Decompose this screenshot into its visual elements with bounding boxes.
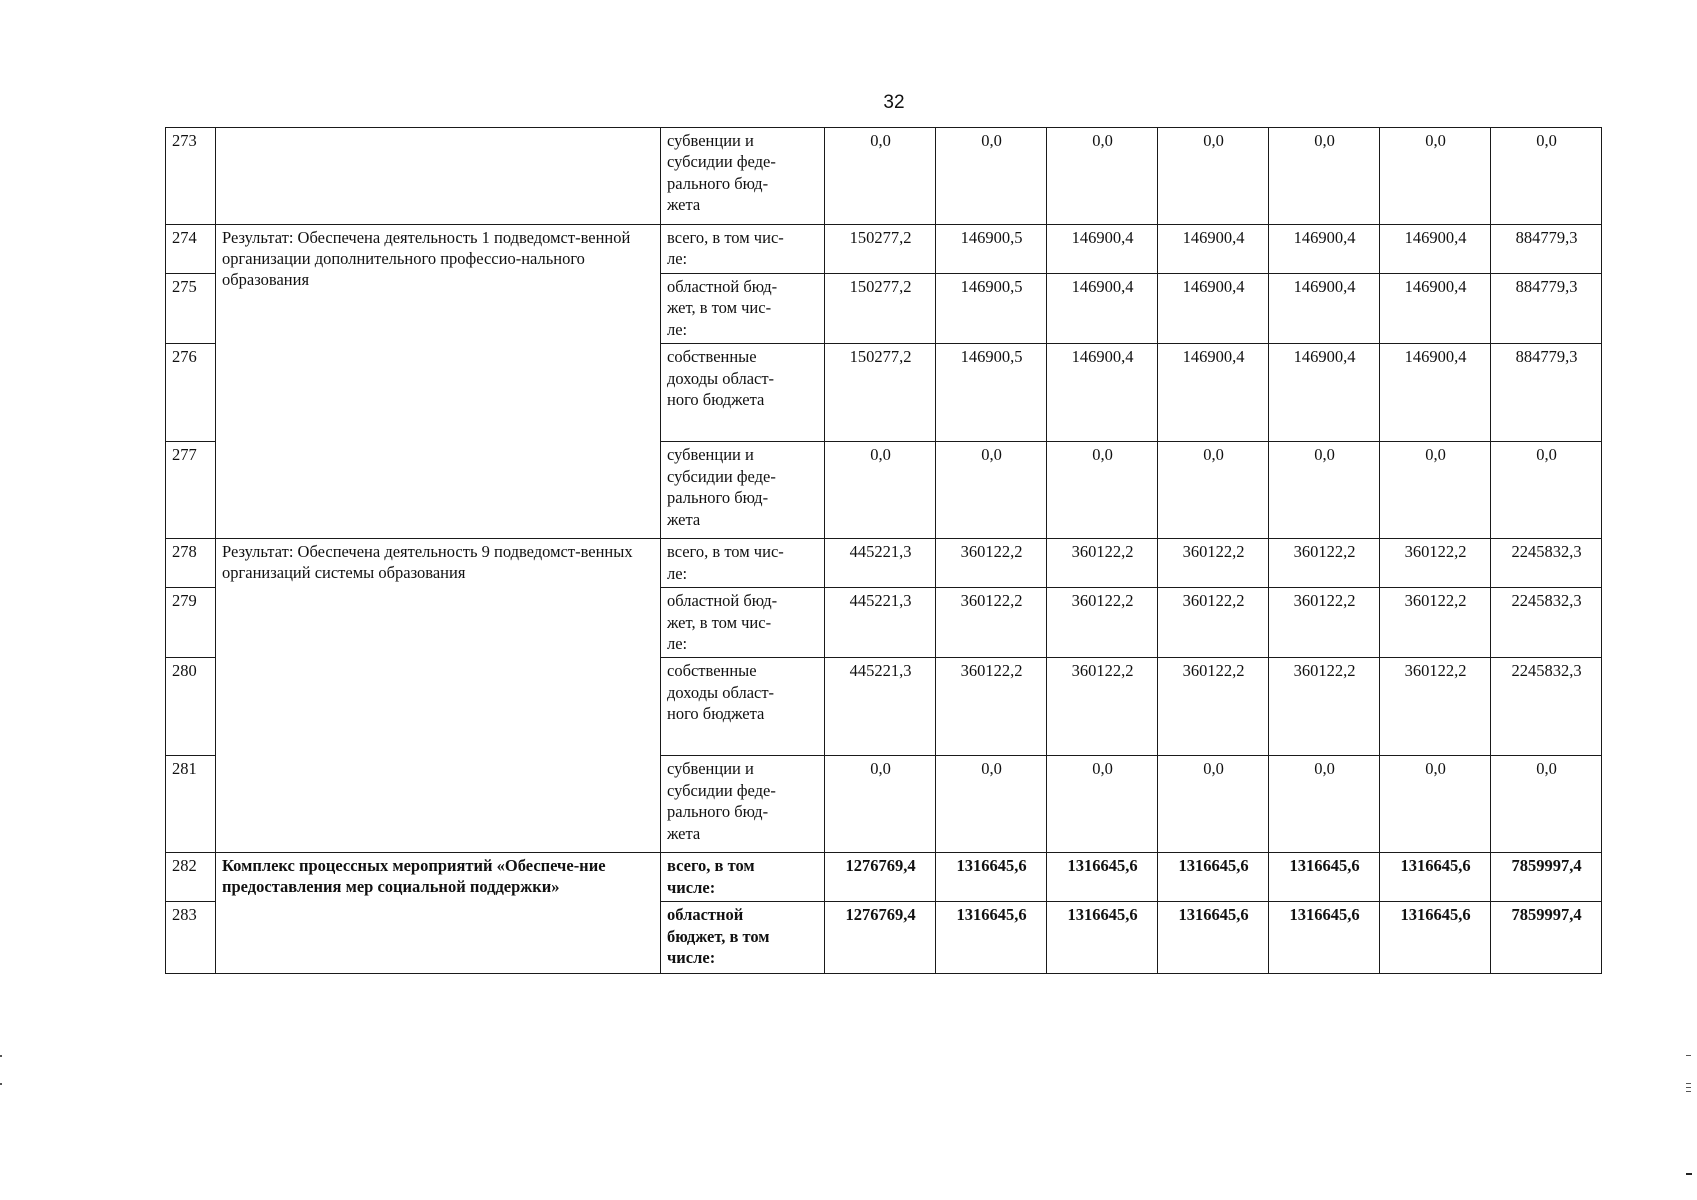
scan-mark bbox=[0, 1055, 2, 1057]
funding-source: собственные доходы област- ного бюджета bbox=[661, 344, 825, 442]
value-cell: 445221,3 bbox=[825, 658, 936, 756]
value-total-cell: 884779,3 bbox=[1491, 225, 1602, 274]
value-cell: 360122,2 bbox=[1158, 588, 1269, 658]
value-cell: 146900,4 bbox=[1047, 225, 1158, 274]
value-total-cell: 0,0 bbox=[1491, 756, 1602, 853]
value-cell: 0,0 bbox=[936, 128, 1047, 225]
value-cell: 360122,2 bbox=[936, 588, 1047, 658]
scan-mark bbox=[1686, 1087, 1691, 1088]
value-cell: 1316645,6 bbox=[1047, 853, 1158, 902]
value-cell: 0,0 bbox=[1047, 756, 1158, 853]
scan-mark bbox=[1686, 1055, 1691, 1056]
funding-source: областной бюджет, в том числе: bbox=[661, 902, 825, 974]
funding-source: всего, в том чис- ле: bbox=[661, 225, 825, 274]
row-number: 282 bbox=[166, 853, 216, 902]
value-cell: 146900,4 bbox=[1269, 225, 1380, 274]
value-cell: 0,0 bbox=[1380, 128, 1491, 225]
value-cell: 445221,3 bbox=[825, 588, 936, 658]
value-cell: 150277,2 bbox=[825, 273, 936, 343]
value-cell: 360122,2 bbox=[1158, 539, 1269, 588]
row-number: 280 bbox=[166, 658, 216, 756]
value-cell: 0,0 bbox=[936, 756, 1047, 853]
value-cell: 1316645,6 bbox=[1158, 853, 1269, 902]
budget-table bbox=[165, 127, 1602, 974]
value-cell: 0,0 bbox=[1158, 756, 1269, 853]
scan-mark bbox=[0, 1083, 2, 1085]
value-cell: 146900,5 bbox=[936, 273, 1047, 343]
value-cell: 150277,2 bbox=[825, 344, 936, 442]
value-cell: 146900,4 bbox=[1158, 273, 1269, 343]
value-cell: 146900,4 bbox=[1380, 225, 1491, 274]
value-cell: 360122,2 bbox=[1269, 588, 1380, 658]
funding-source: всего, в том чис- ле: bbox=[661, 539, 825, 588]
value-total-cell: 7859997,4 bbox=[1491, 853, 1602, 902]
funding-source: собственные доходы област- ного бюджета bbox=[661, 658, 825, 756]
value-cell: 360122,2 bbox=[1269, 658, 1380, 756]
value-cell: 146900,5 bbox=[936, 344, 1047, 442]
value-total-cell: 2245832,3 bbox=[1491, 588, 1602, 658]
value-cell: 0,0 bbox=[825, 442, 936, 539]
value-cell: 0,0 bbox=[825, 756, 936, 853]
row-number: 279 bbox=[166, 588, 216, 658]
value-total-cell: 884779,3 bbox=[1491, 273, 1602, 343]
value-cell: 146900,4 bbox=[1269, 344, 1380, 442]
value-cell: 1316645,6 bbox=[1158, 902, 1269, 974]
value-total-cell: 2245832,3 bbox=[1491, 539, 1602, 588]
value-cell: 146900,4 bbox=[1158, 344, 1269, 442]
value-cell: 146900,4 bbox=[1047, 273, 1158, 343]
value-cell: 445221,3 bbox=[825, 539, 936, 588]
value-cell: 360122,2 bbox=[1047, 539, 1158, 588]
value-cell: 360122,2 bbox=[1269, 539, 1380, 588]
row-number: 278 bbox=[166, 539, 216, 588]
value-cell: 360122,2 bbox=[936, 539, 1047, 588]
value-cell: 0,0 bbox=[936, 442, 1047, 539]
row-number: 281 bbox=[166, 756, 216, 853]
value-cell: 0,0 bbox=[825, 128, 936, 225]
value-cell: 1316645,6 bbox=[1269, 902, 1380, 974]
value-cell: 1316645,6 bbox=[1047, 902, 1158, 974]
value-total-cell: 7859997,4 bbox=[1491, 902, 1602, 974]
value-cell: 0,0 bbox=[1158, 128, 1269, 225]
complex-description: Комплекс процессных мероприятий «Обеспече-ние предоставления мер социальной поддержки» bbox=[216, 853, 661, 974]
table-row bbox=[166, 853, 1602, 902]
table-row bbox=[166, 225, 1602, 274]
value-cell: 0,0 bbox=[1269, 128, 1380, 225]
funding-source: субвенции и субсидии феде- рального бюд- жета bbox=[661, 128, 825, 225]
value-cell: 146900,4 bbox=[1380, 344, 1491, 442]
result-description: Результат: Обеспечена деятельность 9 подведомст-венных организаций системы образования bbox=[216, 539, 661, 853]
funding-source: субвенции и субсидии феде- рального бюд- жета bbox=[661, 756, 825, 853]
value-cell: 1276769,4 bbox=[825, 902, 936, 974]
value-cell: 1316645,6 bbox=[1380, 902, 1491, 974]
scan-mark bbox=[1686, 1091, 1691, 1092]
value-cell: 0,0 bbox=[1269, 442, 1380, 539]
value-cell: 0,0 bbox=[1158, 442, 1269, 539]
row-number: 276 bbox=[166, 344, 216, 442]
funding-source: всего, в том числе: bbox=[661, 853, 825, 902]
row-number: 274 bbox=[166, 225, 216, 274]
funding-source: областной бюд- жет, в том чис- ле: bbox=[661, 588, 825, 658]
value-cell: 1276769,4 bbox=[825, 853, 936, 902]
scan-mark bbox=[1686, 1083, 1691, 1084]
funding-source: областной бюд- жет, в том чис- ле: bbox=[661, 273, 825, 343]
value-total-cell: 0,0 bbox=[1491, 442, 1602, 539]
table-row bbox=[166, 539, 1602, 588]
value-cell: 360122,2 bbox=[936, 658, 1047, 756]
value-cell: 360122,2 bbox=[1380, 658, 1491, 756]
description-cell-empty bbox=[216, 128, 661, 225]
table-row bbox=[166, 128, 1602, 225]
value-cell: 146900,4 bbox=[1047, 344, 1158, 442]
value-cell: 0,0 bbox=[1047, 128, 1158, 225]
value-cell: 0,0 bbox=[1047, 442, 1158, 539]
value-cell: 1316645,6 bbox=[936, 902, 1047, 974]
value-cell: 360122,2 bbox=[1380, 588, 1491, 658]
value-cell: 1316645,6 bbox=[936, 853, 1047, 902]
value-cell: 0,0 bbox=[1380, 442, 1491, 539]
value-cell: 146900,4 bbox=[1269, 273, 1380, 343]
value-cell: 0,0 bbox=[1380, 756, 1491, 853]
value-cell: 150277,2 bbox=[825, 225, 936, 274]
value-total-cell: 884779,3 bbox=[1491, 344, 1602, 442]
page-number: 32 bbox=[883, 92, 905, 113]
value-cell: 146900,4 bbox=[1158, 225, 1269, 274]
value-cell: 360122,2 bbox=[1158, 658, 1269, 756]
value-cell: 146900,4 bbox=[1380, 273, 1491, 343]
funding-source: субвенции и субсидии феде- рального бюд- жета bbox=[661, 442, 825, 539]
scan-mark bbox=[1686, 1173, 1692, 1175]
value-total-cell: 0,0 bbox=[1491, 128, 1602, 225]
row-number: 283 bbox=[166, 902, 216, 974]
value-cell: 0,0 bbox=[1269, 756, 1380, 853]
row-number: 273 bbox=[166, 128, 216, 225]
value-cell: 360122,2 bbox=[1047, 588, 1158, 658]
value-cell: 1316645,6 bbox=[1380, 853, 1491, 902]
result-description: Результат: Обеспечена деятельность 1 подведомст-венной организации дополнительного профессио-нального образования bbox=[216, 225, 661, 539]
value-cell: 360122,2 bbox=[1380, 539, 1491, 588]
row-number: 275 bbox=[166, 273, 216, 343]
value-total-cell: 2245832,3 bbox=[1491, 658, 1602, 756]
value-cell: 1316645,6 bbox=[1269, 853, 1380, 902]
value-cell: 146900,5 bbox=[936, 225, 1047, 274]
value-cell: 360122,2 bbox=[1047, 658, 1158, 756]
row-number: 277 bbox=[166, 442, 216, 539]
